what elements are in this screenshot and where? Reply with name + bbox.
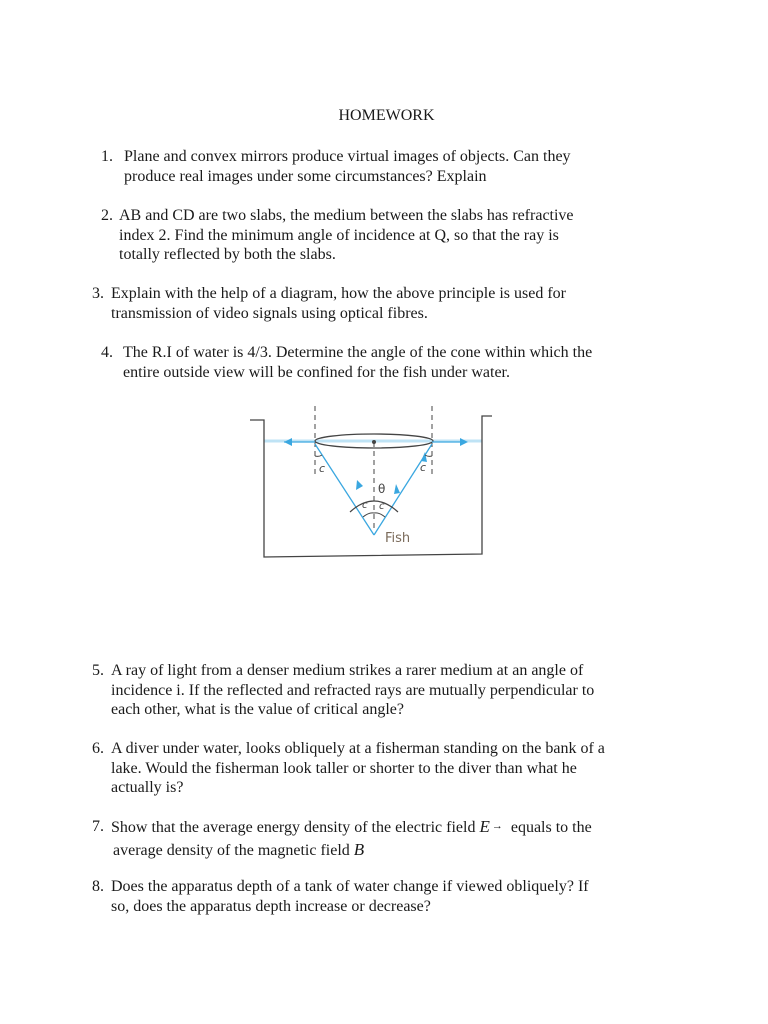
question-line: incidence i. If the reflected and refracted rays are mutually perpendicular to [111,681,595,699]
water-region [264,442,482,554]
question-number: 7. [92,818,104,835]
question-line: A ray of light from a denser medium strikes a rarer medium at an angle of [111,662,584,679]
question-2 [101,206,574,265]
question-line: Does the apparatus depth of a tank of water change if viewed obliquely? If [111,878,589,895]
electric-field-symbol: E [479,817,490,836]
question-line: so, does the apparatus depth increase or decrease? [111,897,431,915]
fish-label: Fish [385,531,411,546]
question-8 [92,877,589,916]
critical-angle-label-left: c [319,462,326,475]
question-line: actually is? [111,779,184,796]
question-line: totally reflected by both the slabs. [119,246,336,263]
fish-cone-diagram [238,400,500,565]
question-3 [92,284,566,323]
vector-arrow-icon: → [491,820,503,832]
question-number: 4. [101,344,113,361]
question-line [92,817,592,840]
question-line: A diver under water, looks obliquely at a fisherman standing on the bank of a [111,740,605,757]
cone-angle-label-left: c [362,500,368,511]
question-number: 1. [101,148,113,165]
cone-angle-label-right: c [379,501,385,512]
question-text: Show that the average energy density of the electric field [111,819,476,836]
question-line: entire outside view will be confined for the fish under water. [123,363,510,381]
question-number: 6. [92,740,104,757]
question-line: each other, what is the value of critical angle? [111,701,404,718]
question-1 [101,147,571,186]
question-6 [92,739,605,798]
question-text: average density of the magnetic field [113,841,350,859]
question-4 [101,343,592,382]
question-line [92,840,592,861]
page-title: HOMEWORK [338,107,435,124]
critical-angle-label-right: c [420,461,427,474]
question-number: 8. [92,878,104,895]
question-line: The R.I of water is 4/3. Determine the angle of the cone within which the [123,344,593,361]
question-line: Plane and convex mirrors produce virtual images of objects. Can they [124,148,571,165]
theta-label: θ [378,482,386,496]
question-line: transmission of video signals using optical fibres. [111,304,428,322]
question-number: 5. [92,662,104,679]
question-number: 3. [92,285,104,302]
question-line: produce real images under some circumstances? Explain [124,167,487,185]
question-line: index 2. Find the minimum angle of incidence at Q, so that the ray is [119,226,559,244]
question-line: AB and CD are two slabs, the medium between the slabs has refractive [119,207,574,224]
question-text: equals to the [510,819,592,836]
question-number: 2. [101,207,113,224]
question-7 [92,817,592,860]
magnetic-field-symbol: B [353,839,365,859]
question-line: Explain with the help of a diagram, how the above principle is used for [111,285,566,302]
center-dot [372,440,376,444]
question-line: lake. Would the fisherman look taller or shorter to the diver than what he [111,759,577,777]
question-5 [92,661,594,720]
